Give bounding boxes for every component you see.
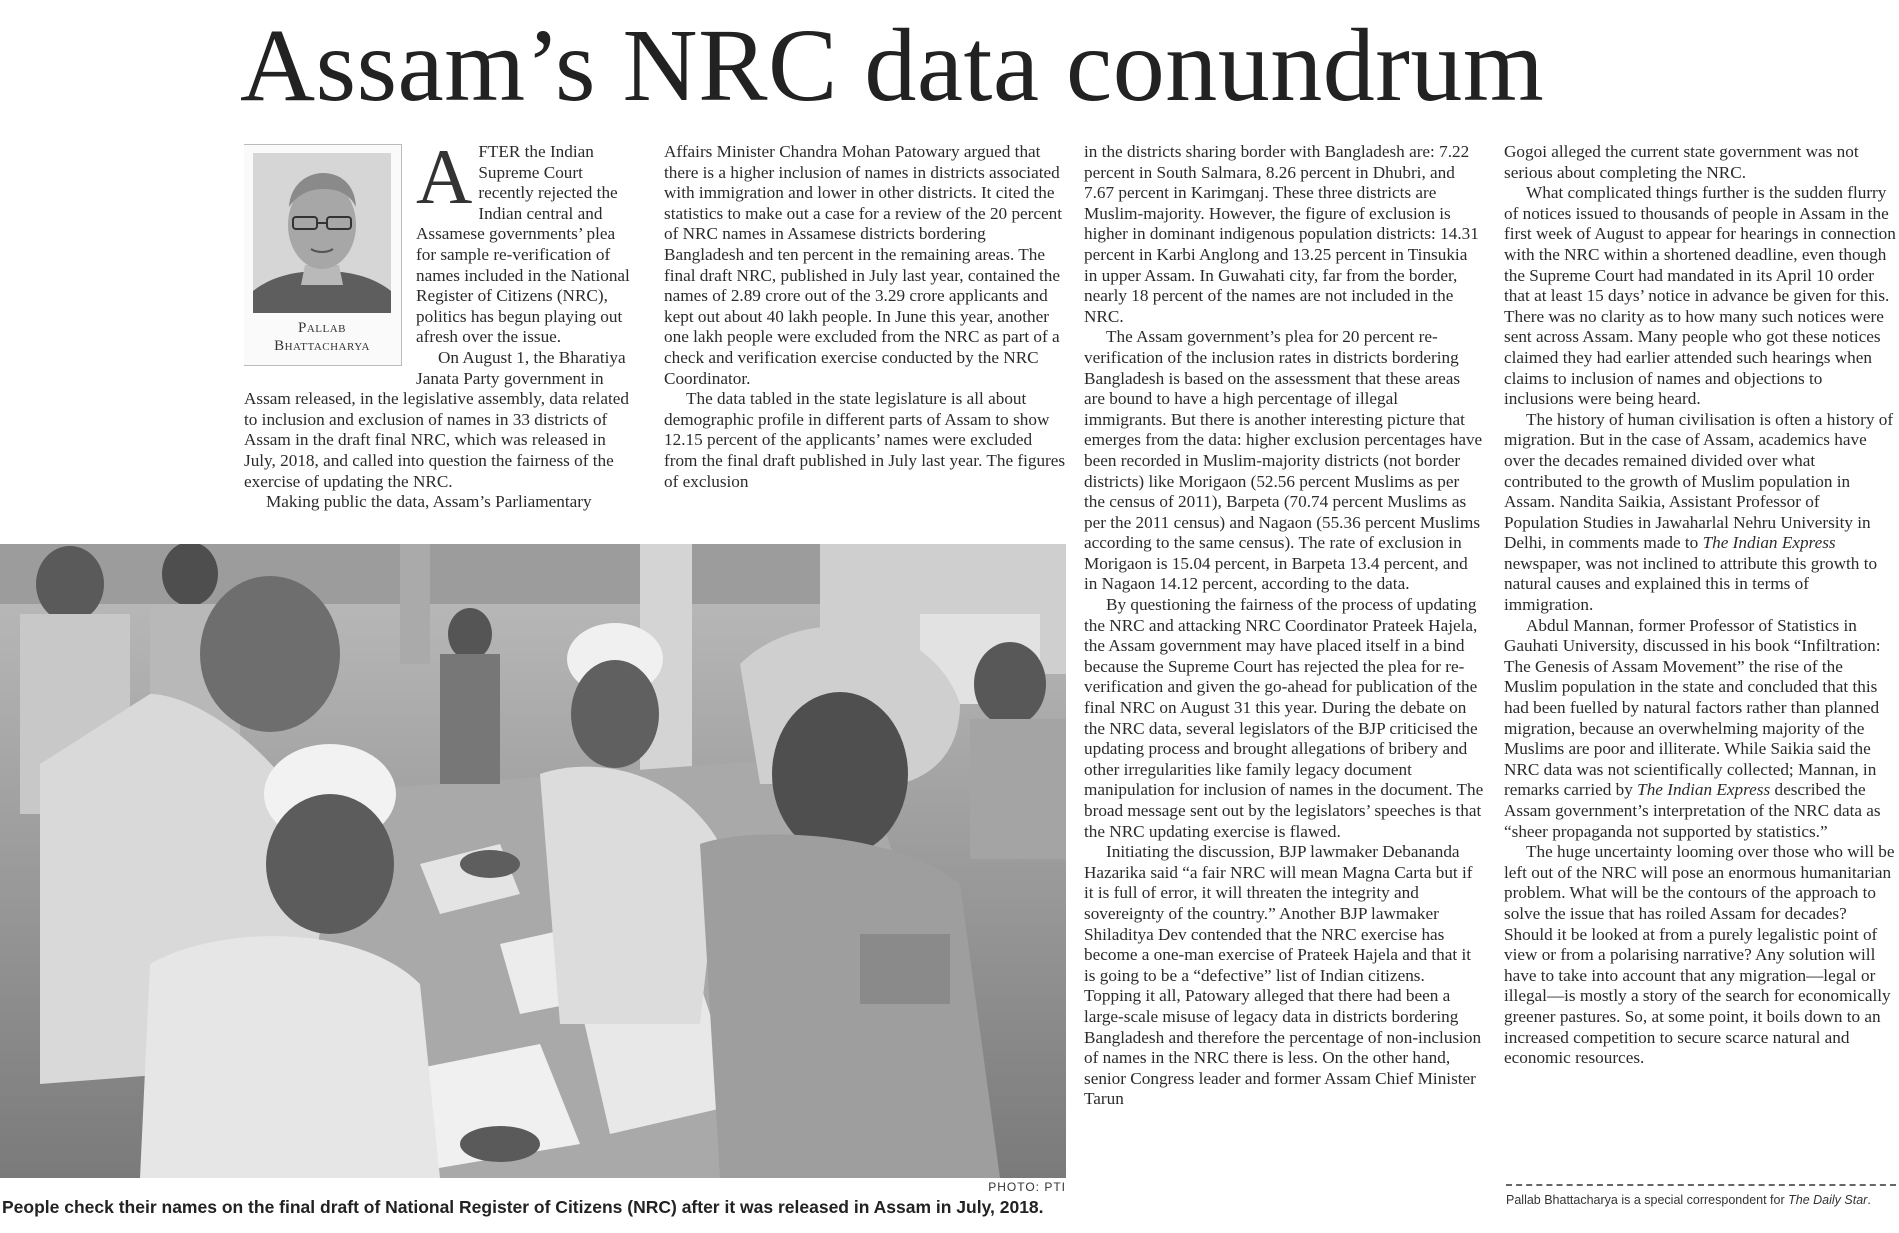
paragraph: Affairs Minister Chandra Mohan Patowary argued that there is a higher inclusion of names in districts associated with immigration and lower in other districts. It cited the statistics to make out a case for a review of the 20 percent of NRC names in Assamese districts bordering Bangladesh and ten percent in the remaining areas. The final draft NRC, published in July last year, contained the names of 2.89 crore out of the 3.29 crore applicants and kept out about 40 lakh people. In June this year, another one lakh people were excluded from the NRC as part of a check and verification exercise conducted by the NRC Coordinator. xyxy=(664,142,1063,388)
article-column-3 xyxy=(1084,142,1484,1232)
article-column-2 xyxy=(664,142,1066,532)
drop-cap: A xyxy=(416,142,473,220)
news-photo-illustration xyxy=(0,544,1066,1178)
publication-name: The Indian Express xyxy=(1702,533,1836,553)
article-column-4 xyxy=(1504,142,1896,1182)
paragraph: The Assam government’s plea for 20 percent re-verification of the inclusion rates in districts bordering Bangladesh is based on the assessment that these areas are bound to have a high percentage of illegal immigrants. But there is another interesting picture that emerges from the data: higher exclusion percentages have been recorded in Muslim-majority districts (not border districts) like Morigaon (52.56 percent Muslims as per the census of 2011), Barpeta (70.74 percent Muslims as per the 2011 census) and Nagaon (55.36 percent Muslims according to the same census). The rate of exclusion in Morigaon is 15.04 percent, in Barpeta 13.4 percent, and in Nagaon 14.12 percent, according to the data. xyxy=(1084,327,1483,594)
paragraph: Making public the data, Assam’s Parliamentary xyxy=(266,492,592,512)
tagline-text: . xyxy=(1867,1193,1871,1207)
paragraph: What complicated things further is the sudden flurry of notices issued to thousands of people in Assam in the first week of August to appear for hearings in connection with the NRC within a shortened deadline, even though the Supreme Court had mandated in its April 10 order that at least 15 days’ notice in advance be given for this. There was no clarity as to how many such notices were sent across Assam. Many people who got these notices claimed they had earlier attended such hearings when claims to inclusion of names and objections to inclusions were being heard. xyxy=(1504,183,1896,409)
headline: Assam’s NRC data conundrum xyxy=(240,8,1545,123)
author-name-line1: Pallab xyxy=(297,320,346,336)
news-photo xyxy=(0,544,1066,1178)
paragraph-text: FTER the Indian Supreme Court recently rejected the Indian central and Assamese governments’ plea for sample re-verification of names included in the National Register of Citizens (NRC), politics has begun playing out afresh over the issue. xyxy=(416,142,630,347)
tagline-text: Pallab Bhattacharya is a special correspondent for xyxy=(1506,1193,1789,1207)
publication-name: The Indian Express xyxy=(1637,780,1771,800)
footer-divider xyxy=(1506,1184,1896,1186)
author-photo-box xyxy=(244,144,402,366)
paragraph: Gogoi alleged the current state government was not serious about completing the NRC. xyxy=(1504,142,1859,182)
author-tagline xyxy=(1506,1192,1896,1232)
paragraph: By questioning the fairness of the process of updating the NRC and attacking NRC Coordinator Prateek Hajela, the Assam government may have placed itself in a bind because the Supreme Court has rejected the plea for re-verification and given the go-ahead for publication of the final NRC on August 31 this year. During the debate on the NRC data, several legislators of the BJP criticised the updating process and brought allegations of bribery and other irregularities like family legacy document manipulation for inclusion of names in the document. The broad message sent out by the legislators’ speeches is that the NRC updating exercise is flawed. xyxy=(1084,595,1484,841)
photo-caption: People check their names on the final draft of National Register of Citizens (NRC) after it was released in Assam in July, 2018. xyxy=(2,1197,1044,1217)
paragraph-text: The history of human civilisation is often a history of migration. But in the case of Assam, academics have over the decades remained divided over what contributed to the growth of Muslim population in Assam. Nandita Saikia, Assistant Professor of Population Studies in Jawaharlal Nehru University in Delhi, in comments made to xyxy=(1504,409,1894,553)
author-name-line2: Bhattacharya xyxy=(274,338,370,354)
paragraph xyxy=(1504,410,1896,616)
paragraph: On August 1, the Bharatiya Janata Party government in Assam released, in the legislative assembly, data related to inclusion and exclusion of names in 33 districts of Assam in the draft final NRC, which was released in July, 2018, and called into question the fairness of the exercise of updating the NRC. xyxy=(244,347,629,491)
paragraph: Initiating the discussion, BJP lawmaker Debananda Hazarika said “a fair NRC will mean Magna Carta but if it is full of error, it will threaten the integrity and sovereignty of the country.” Another BJP lawmaker Shiladitya Dev contended that the NRC exercise has become a one-man exercise of Prateek Hajela and that it is going to be a “defective” list of Indian citizens. Topping it all, Patowary alleged that there had been a large-scale misuse of legacy data in districts bordering Bangladesh and therefore the percentage of non-inclusion of names in the NRC there is less. On the other hand, senior Congress leader and former Assam Chief Minister Tarun xyxy=(1084,842,1482,1109)
publication-name: The Daily Star xyxy=(1788,1193,1868,1207)
paragraph: The huge uncertainty looming over those who will be left out of the NRC will pose an enormous humanitarian problem. What will be the contours of the approach to solve the issue that has roiled Assam for decades? Should it be looked at from a purely legalistic point of view or from a polarising narrative? Any solution will have to take into account that any migration—legal or illegal—is mostly a story of the search for economically greener pastures. So, at some point, it boils down to an increased competition to secure scarce natural and economic resources. xyxy=(1504,842,1895,1068)
photo-credit: PHOTO: PTI xyxy=(988,1180,1066,1194)
paragraph: The data tabled in the state legislature is all about demographic profile in different parts of Assam to show 12.15 percent of the applicants’ names were excluded from the final draft published in July last year. The figures of exclusion xyxy=(664,389,1066,491)
paragraph xyxy=(1504,616,1896,843)
paragraph: in the districts sharing border with Bangladesh are: 7.22 percent in South Salmara, 8.26 percent in Dhubri, and 7.67 percent in Karimganj. These three districts are Muslim-majority. However, the figure of exclusion is higher in dominant indigenous population districts: 14.31 percent in Karbi Anglong and 13.25 percent in Tinsukia in upper Assam. In Guwahati city, far from the border, nearly 18 percent of the names are not included in the NRC. xyxy=(1084,142,1479,326)
author-byline xyxy=(253,319,391,355)
paragraph-text: Abdul Mannan, former Professor of Statistics in Gauhati University, discussed in his book “Infiltration: The Genesis of Assam Movement” the rise of the Muslim population in the state and concluded that this had been fuelled by natural factors rather than planned migration, because an overwhelming majority of the Muslims are poor and illiterate. While Saikia said the NRC data was not scientifically collected; Mannan, in remarks carried by xyxy=(1504,615,1881,800)
author-portrait xyxy=(253,153,391,313)
article-column-1 xyxy=(244,142,636,532)
paragraph-text: newspaper, was not inclined to attribute this growth to natural causes and explained this in terms of immigration. xyxy=(1504,553,1878,615)
paragraph-text: described the Assam government’s interpretation of the NRC data as “sheer propaganda not supported by statistics.” xyxy=(1504,780,1881,841)
